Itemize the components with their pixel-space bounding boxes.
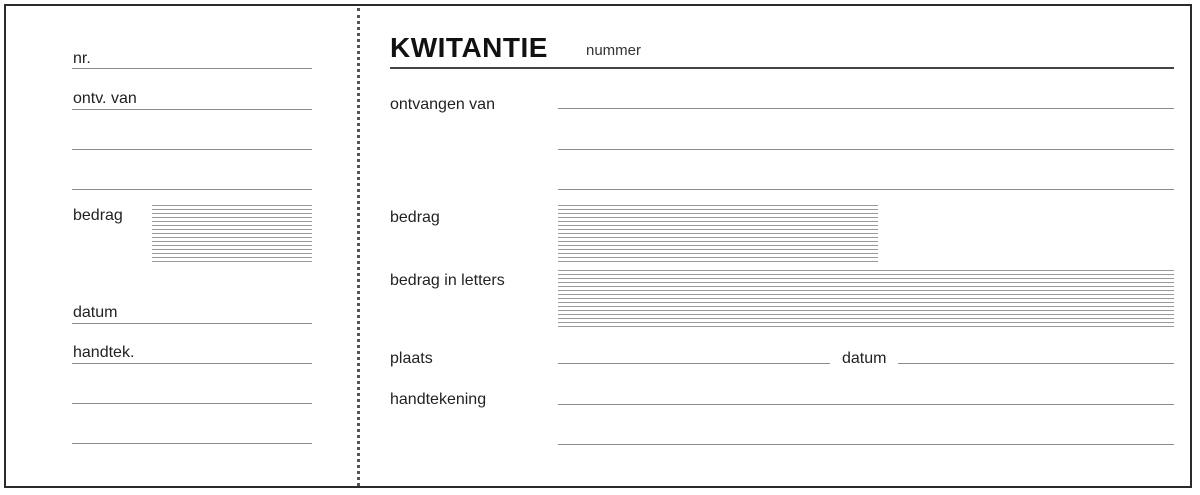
signature-label: handtekening [390,391,487,408]
amount-in-words-label: bedrag in letters [390,272,505,289]
stub-amount-box[interactable] [152,205,312,262]
stub-date-label: datum [73,304,118,321]
amount-label: bedrag [390,209,440,226]
amount-in-words-box[interactable] [558,270,1174,327]
place-label: plaats [390,350,433,367]
stub-amount-label: bedrag [73,207,123,224]
title-rule [390,67,1174,69]
stub-received-from-line-1[interactable] [72,109,312,110]
signature-line-1[interactable] [558,404,1174,405]
stub-nr-line[interactable] [72,68,312,69]
signature-line-2[interactable] [558,444,1174,445]
receipt-title: KWITANTIE [390,32,548,63]
place-line[interactable] [558,363,830,364]
received-from-line-1[interactable] [558,108,1174,109]
stub-received-from-line-3[interactable] [72,189,312,190]
date-label: datum [842,350,887,367]
stub-received-from-label: ontv. van [73,90,137,107]
received-from-label: ontvangen van [390,96,495,113]
stub-signature-line-3[interactable] [72,443,312,444]
receipt-number-label: nummer [586,42,642,59]
stub-received-from-line-2[interactable] [72,149,312,150]
stub-nr-label: nr. [73,50,91,67]
received-from-line-2[interactable] [558,149,1174,150]
stub-signature-label: handtek. [73,344,135,361]
receipt-form [4,4,1192,488]
amount-box[interactable] [558,205,878,262]
stub-signature-line-2[interactable] [72,403,312,404]
stub-signature-line-1[interactable] [72,363,312,364]
received-from-line-3[interactable] [558,189,1174,190]
date-line[interactable] [898,363,1174,364]
stub-date-line[interactable] [72,323,312,324]
perforation-line [357,8,360,486]
